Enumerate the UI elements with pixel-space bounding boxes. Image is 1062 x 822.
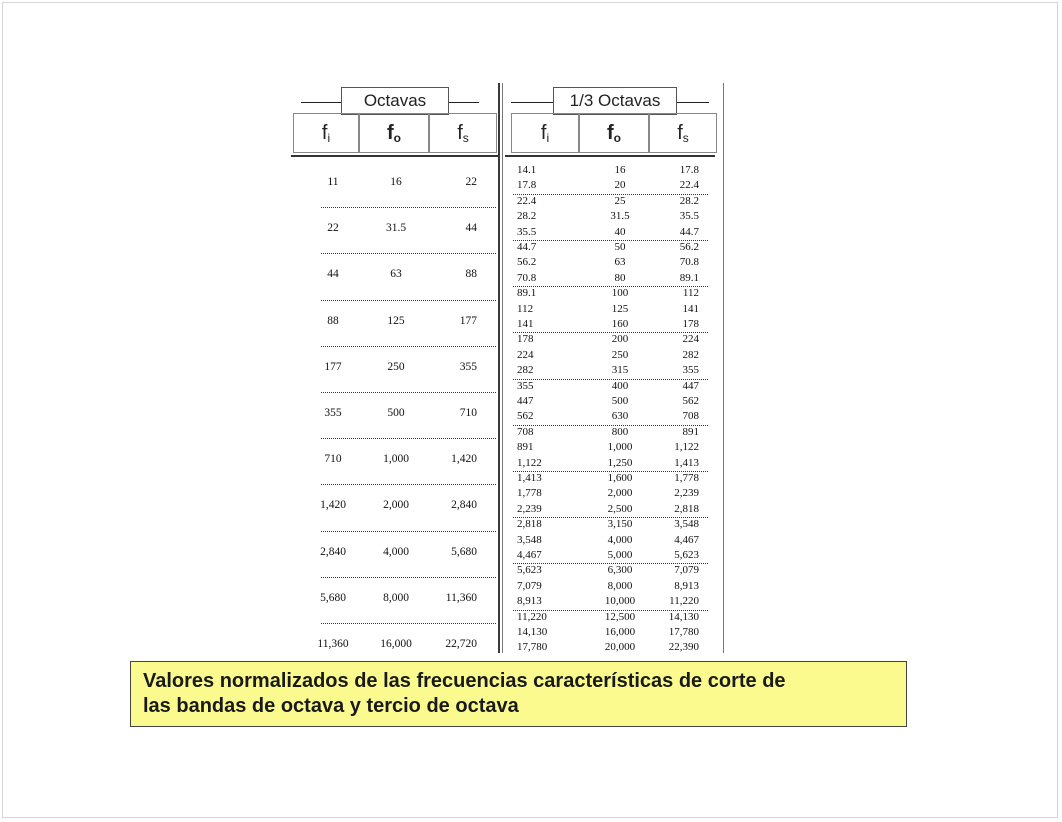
fi-cell: 11,360 xyxy=(317,638,349,650)
fo-cell: 200 xyxy=(611,333,629,346)
fi-cell: 1,778 xyxy=(517,487,542,500)
fs-cell: 141 xyxy=(682,302,699,315)
table-row xyxy=(505,625,715,640)
fs-cell: 2,239 xyxy=(674,487,699,500)
table-row xyxy=(505,548,715,563)
fi-cell: 5,623 xyxy=(517,564,542,577)
table-row xyxy=(505,302,715,317)
fo-cell: 100 xyxy=(611,287,629,300)
table-row xyxy=(505,486,715,501)
fo-cell: 80 xyxy=(614,271,626,284)
fs-cell: 177 xyxy=(459,314,477,327)
fs-cell: 282 xyxy=(682,348,699,361)
header-rule xyxy=(511,102,553,103)
fs-cell: 17.8 xyxy=(679,164,699,176)
table-row xyxy=(505,194,715,209)
table-row xyxy=(505,456,715,471)
fs-cell: 224 xyxy=(682,333,699,346)
third-octave-panel xyxy=(505,83,715,653)
fo-cell: 2,500 xyxy=(607,502,633,515)
fo-cell: 630 xyxy=(611,410,629,423)
fi-cell: 447 xyxy=(517,395,534,407)
col-header-main: f xyxy=(677,121,683,144)
fi-cell: 22.4 xyxy=(517,194,537,207)
fs-cell: 88 xyxy=(465,268,477,281)
table-row xyxy=(505,348,715,363)
table-row xyxy=(505,440,715,455)
fo-cell: 63 xyxy=(614,256,626,269)
fo-cell: 5,000 xyxy=(607,549,633,561)
col-header-fi xyxy=(293,113,359,153)
fs-cell: 11,220 xyxy=(669,595,699,608)
fs-cell: 44 xyxy=(465,222,477,235)
col-header-fs xyxy=(429,113,497,153)
column-divider xyxy=(498,83,500,653)
table-row xyxy=(505,517,715,532)
fo-cell: 500 xyxy=(611,395,629,407)
frequency-table xyxy=(286,83,726,653)
fs-cell: 7,079 xyxy=(674,564,699,577)
table-row xyxy=(505,240,715,255)
fs-cell: 710 xyxy=(459,407,477,419)
fo-cell: 1,000 xyxy=(383,453,409,466)
table-row xyxy=(291,529,499,575)
fi-cell: 88 xyxy=(327,314,339,327)
octave-group-label: Octavas xyxy=(341,87,449,115)
fi-cell: 1,413 xyxy=(517,472,542,484)
fs-cell: 447 xyxy=(682,379,699,392)
fo-cell: 1,600 xyxy=(607,472,633,484)
fi-cell: 2,840 xyxy=(320,545,346,558)
header-underline xyxy=(291,155,499,157)
fo-cell: 800 xyxy=(611,425,629,438)
fi-cell: 14.1 xyxy=(517,164,537,176)
octave-panel xyxy=(291,83,499,653)
table-row xyxy=(505,533,715,548)
fs-cell: 5,623 xyxy=(674,549,699,561)
fo-cell: 4,000 xyxy=(607,533,633,546)
fi-cell: 35.5 xyxy=(517,225,537,238)
fi-cell: 22 xyxy=(327,222,339,235)
fs-cell: 1,413 xyxy=(674,456,699,469)
fi-cell: 2,818 xyxy=(517,518,542,531)
fs-cell: 891 xyxy=(682,425,699,438)
table-row xyxy=(505,363,715,378)
fs-cell: 28.2 xyxy=(679,194,699,207)
table-row xyxy=(291,436,499,482)
fi-cell: 1,122 xyxy=(517,456,542,469)
header-rule xyxy=(449,102,479,103)
table-row xyxy=(505,640,715,653)
fs-cell: 17,780 xyxy=(668,626,699,638)
caption-box xyxy=(130,661,907,727)
fo-cell: 2,000 xyxy=(383,499,409,512)
fs-cell: 70.8 xyxy=(679,256,699,269)
fs-cell: 178 xyxy=(682,318,699,330)
fs-cell: 4,467 xyxy=(674,533,699,546)
table-row xyxy=(505,317,715,332)
fs-cell: 89.1 xyxy=(679,271,699,284)
fi-cell: 177 xyxy=(324,360,342,373)
fs-cell: 2,840 xyxy=(451,499,477,512)
table-row xyxy=(505,271,715,286)
table-row xyxy=(505,255,715,270)
fo-cell: 40 xyxy=(614,225,626,238)
table-row xyxy=(291,344,499,390)
fi-cell: 224 xyxy=(517,348,534,361)
table-row xyxy=(505,610,715,625)
caption-line-2: las bandas de octava y tercio de octava xyxy=(143,695,519,717)
table-row xyxy=(505,379,715,394)
table-row xyxy=(505,563,715,578)
table-row xyxy=(505,394,715,409)
table-row xyxy=(291,159,499,205)
fs-cell: 22 xyxy=(465,176,477,188)
col-header-main: f xyxy=(457,121,463,144)
fo-cell: 3,150 xyxy=(607,518,633,531)
fo-cell: 8,000 xyxy=(383,591,409,604)
fs-cell: 3,548 xyxy=(674,518,699,531)
fo-cell: 63 xyxy=(390,268,402,281)
fi-cell: 112 xyxy=(517,302,534,315)
fo-cell: 25 xyxy=(614,194,626,207)
fi-cell: 1,420 xyxy=(320,499,346,512)
column-divider xyxy=(502,83,503,653)
fi-cell: 7,079 xyxy=(517,579,542,592)
fo-cell: 16 xyxy=(390,176,402,188)
col-header-main: f xyxy=(321,121,328,144)
table-row xyxy=(505,286,715,301)
fs-cell: 22,720 xyxy=(445,638,477,650)
fo-cell: 2,000 xyxy=(607,487,633,500)
fo-cell: 250 xyxy=(387,360,405,373)
fi-cell: 11 xyxy=(327,176,339,188)
fo-cell: 6,300 xyxy=(607,564,633,577)
fo-cell: 8,000 xyxy=(607,579,633,592)
fs-cell: 1,122 xyxy=(674,441,699,454)
fo-cell: 4,000 xyxy=(383,545,409,558)
table-row xyxy=(291,251,499,297)
table-row xyxy=(505,332,715,347)
fi-cell: 28.2 xyxy=(517,210,537,223)
table-row xyxy=(505,163,715,178)
fs-cell: 355 xyxy=(682,364,699,377)
table-row xyxy=(291,298,499,344)
fi-cell: 891 xyxy=(517,441,534,454)
fo-cell: 400 xyxy=(611,379,629,392)
table-row xyxy=(505,178,715,193)
fs-cell: 2,818 xyxy=(674,502,699,515)
header-rule xyxy=(301,102,341,103)
table-row xyxy=(291,575,499,621)
fo-cell: 50 xyxy=(614,241,626,253)
fo-cell: 250 xyxy=(611,348,629,361)
fo-cell: 500 xyxy=(387,407,405,419)
fs-cell: 56.2 xyxy=(679,241,699,253)
fi-cell: 355 xyxy=(324,407,342,419)
fo-cell: 16,000 xyxy=(604,626,636,638)
third-header-row xyxy=(511,113,717,153)
table-right-border xyxy=(723,83,724,653)
header-underline xyxy=(505,155,715,157)
table-row xyxy=(505,225,715,240)
fo-cell: 160 xyxy=(611,318,629,330)
table-row xyxy=(505,471,715,486)
fi-cell: 178 xyxy=(517,333,534,346)
fo-cell: 31.5 xyxy=(385,222,407,235)
col-header-fi xyxy=(511,113,579,153)
fi-cell: 282 xyxy=(517,364,534,377)
fs-cell: 22.4 xyxy=(679,179,699,192)
slide xyxy=(2,2,1058,818)
fs-cell: 1,778 xyxy=(674,472,699,484)
fi-cell: 355 xyxy=(517,379,534,392)
table-row xyxy=(291,482,499,528)
fs-cell: 708 xyxy=(682,410,699,423)
fs-cell: 35.5 xyxy=(679,210,699,223)
fi-cell: 708 xyxy=(517,425,534,438)
table-row xyxy=(505,209,715,224)
table-row xyxy=(291,205,499,251)
fi-cell: 17.8 xyxy=(517,179,537,192)
fi-cell: 70.8 xyxy=(517,271,537,284)
fi-cell: 5,680 xyxy=(320,591,346,604)
fs-cell: 44.7 xyxy=(679,225,699,238)
fs-cell: 11,360 xyxy=(445,591,477,604)
table-row xyxy=(505,502,715,517)
table-row xyxy=(505,409,715,424)
fs-cell: 1,420 xyxy=(451,453,477,466)
col-header-main: f xyxy=(386,121,394,144)
fo-cell: 125 xyxy=(387,314,405,327)
fo-cell: 20 xyxy=(614,179,626,192)
fi-cell: 89.1 xyxy=(517,287,537,300)
fo-cell: 125 xyxy=(611,302,629,315)
table-row xyxy=(291,621,499,653)
fs-cell: 562 xyxy=(682,395,699,407)
fo-cell: 12,500 xyxy=(604,610,636,623)
col-header-sub: i xyxy=(327,131,331,145)
fi-cell: 710 xyxy=(324,453,342,466)
fo-cell: 315 xyxy=(611,364,629,377)
fo-cell: 1,250 xyxy=(607,456,633,469)
table-row xyxy=(505,425,715,440)
third-octave-group-label: 1/3 Octavas xyxy=(553,87,677,115)
col-header-main: f xyxy=(540,121,547,144)
fi-cell: 141 xyxy=(517,318,534,330)
fi-cell: 44.7 xyxy=(517,241,537,253)
fo-cell: 31.5 xyxy=(610,210,630,223)
fi-cell: 11,220 xyxy=(517,610,547,623)
fo-cell: 10,000 xyxy=(604,595,636,608)
fs-cell: 355 xyxy=(459,360,477,373)
fi-cell: 2,239 xyxy=(517,502,542,515)
fi-cell: 56.2 xyxy=(517,256,537,269)
col-header-fo xyxy=(579,113,649,153)
table-row xyxy=(291,390,499,436)
col-header-sub: o xyxy=(613,131,621,145)
fs-cell: 112 xyxy=(682,287,699,300)
col-header-fo xyxy=(359,113,429,153)
col-header-sub: i xyxy=(546,131,550,145)
col-header-sub: s xyxy=(682,131,689,145)
col-header-sub: o xyxy=(393,131,401,145)
fs-cell: 8,913 xyxy=(674,579,699,592)
fs-cell: 22,390 xyxy=(668,641,699,653)
header-rule xyxy=(677,102,709,103)
fs-cell: 5,680 xyxy=(451,545,477,558)
fi-cell: 4,467 xyxy=(517,549,542,561)
octave-header-row xyxy=(293,113,497,153)
fo-cell: 16 xyxy=(614,164,626,176)
caption-line-1: Valores normalizados de las frecuencias características de corte de xyxy=(143,670,786,692)
fi-cell: 8,913 xyxy=(517,595,542,608)
fi-cell: 14,130 xyxy=(517,626,548,638)
fi-cell: 44 xyxy=(327,268,339,281)
col-header-fs xyxy=(649,113,717,153)
table-row xyxy=(505,594,715,609)
col-header-sub: s xyxy=(462,131,469,145)
col-header-main: f xyxy=(606,121,614,144)
fs-cell: 14,130 xyxy=(668,610,699,623)
table-row xyxy=(505,579,715,594)
fo-cell: 20,000 xyxy=(604,641,636,653)
fo-cell: 16,000 xyxy=(380,638,412,650)
fo-cell: 1,000 xyxy=(607,441,633,454)
fi-cell: 17,780 xyxy=(517,641,548,653)
fi-cell: 562 xyxy=(517,410,534,423)
fi-cell: 3,548 xyxy=(517,533,542,546)
